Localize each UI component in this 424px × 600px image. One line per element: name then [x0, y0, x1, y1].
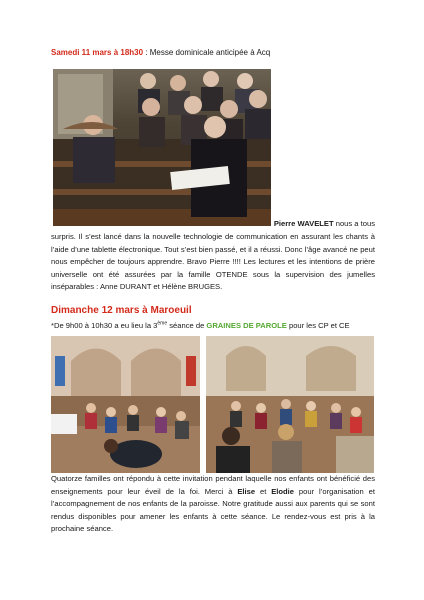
para-text-c: pour l’organisation et l’accompagnement de nos enfants de la paroisse. Notre gratitude aussi aux parents qui se sont rendus disponibles pour amener les enfants à cette séance. Le rendez-vous est pris à la prochaine séance. — [51, 486, 375, 534]
section2-heading: Dimanche 12 mars à Maroeuil — [51, 305, 192, 316]
para-text-b: et — [255, 486, 272, 496]
section2-intro — [51, 320, 375, 333]
children-nave-illustration — [51, 336, 200, 473]
section1-paragraph: surpris. Il s’est lancé dans la nouvelle technologie de communication en assurant les chants à l’aide d’une tablette électronique. Tout s’est bien passé, et il a réussi. Donc l’âge avancé ne peut nous empêcher de toujours apprendre. Bravo Pierre !!!! Les lectures et les intentions de prière universelle ont été assurées par la famille OTENDE sous la supervision des jumelles inséparables : Anne DURANT et Hélène BRUGES. — [51, 232, 375, 292]
section2-paragraph — [51, 473, 375, 536]
graines-de-parole-label: GRAINES DE PAROLE — [206, 321, 287, 330]
para-text-a: Quatorze familles ont répondu à cette invitation pendant laquelle nos enfants ont bénéficié des enseignements pour leur éveil de la foi. Merci à — [51, 474, 375, 496]
families-church-illustration — [206, 336, 374, 473]
intro-text-a: *De 9h00 à 10h30 a eu lieu la 3 — [51, 321, 158, 330]
intro-superscript: ème — [157, 320, 168, 327]
caption-person-name: Pierre WAVELET — [273, 219, 334, 228]
church-choir-illustration — [53, 69, 271, 226]
church-choir-photo — [53, 69, 271, 226]
caption-text: nous a tous — [333, 219, 375, 228]
section1-caption-start — [272, 218, 375, 231]
children-nave-photo — [51, 336, 200, 473]
organizer-name-elodie: Elodie — [271, 486, 295, 496]
section1-title: : Messe dominicale anticipée à Acq — [143, 48, 271, 57]
intro-text-c: pour les CP et CE — [286, 321, 350, 330]
families-church-photo — [206, 336, 374, 473]
intro-text-b: séance de — [167, 321, 207, 330]
section1-date: Samedi 11 mars à 18h30 — [51, 48, 144, 57]
section1-heading — [51, 47, 270, 59]
organizer-name-elise: Elise — [237, 486, 256, 496]
